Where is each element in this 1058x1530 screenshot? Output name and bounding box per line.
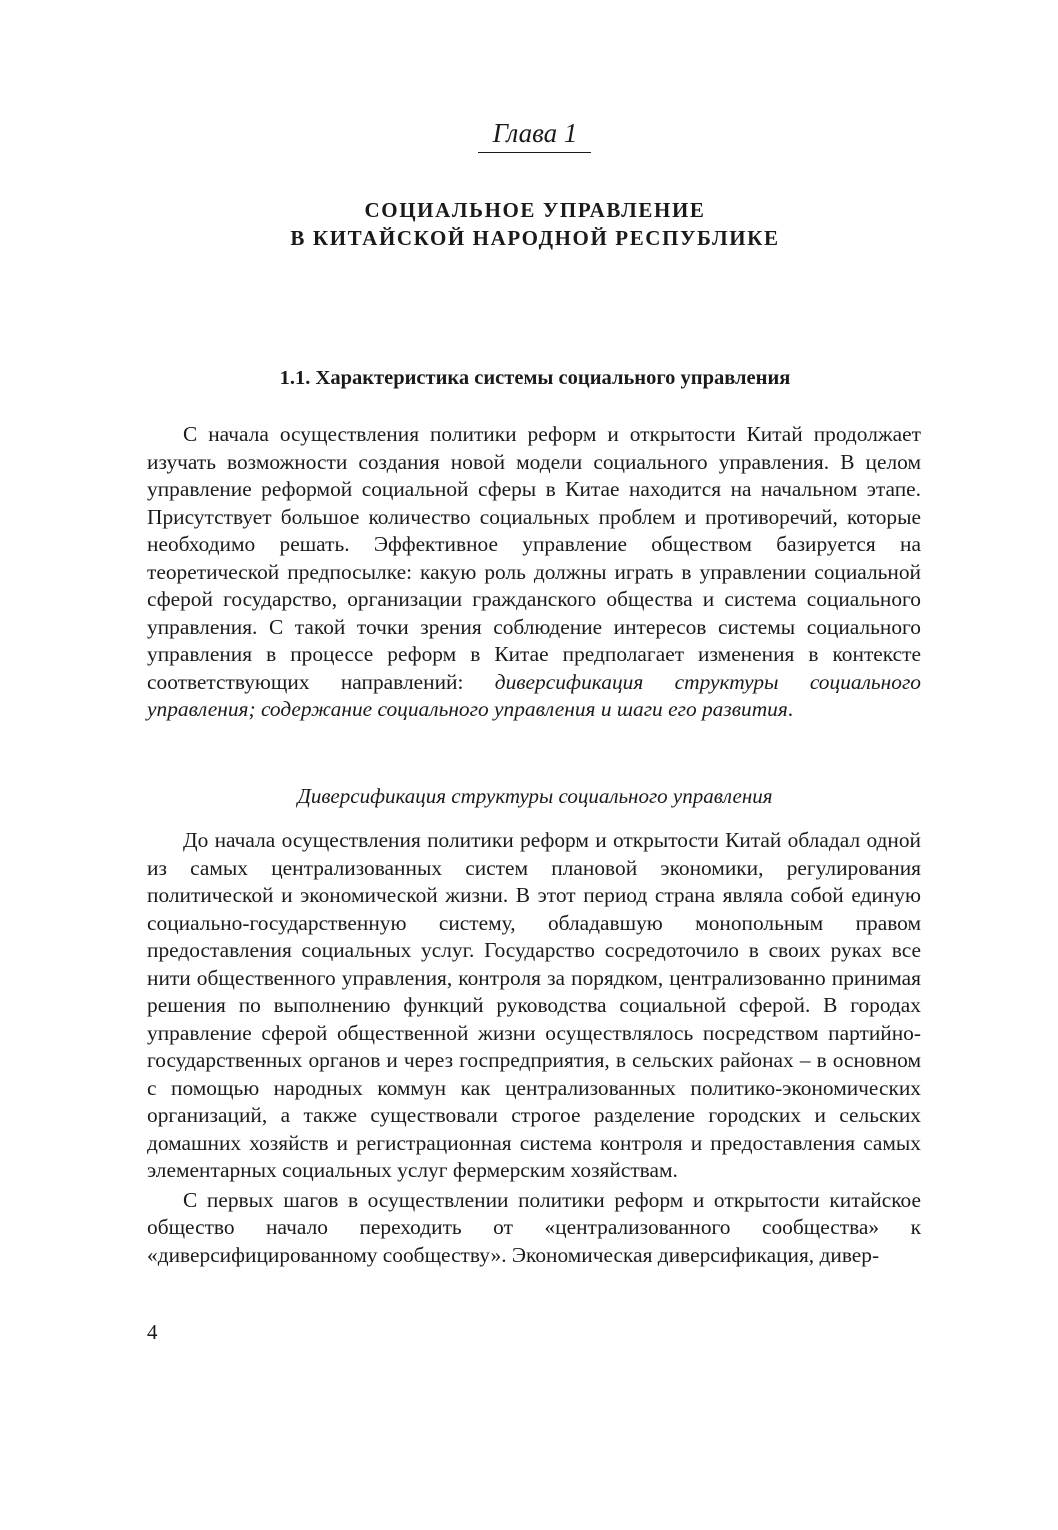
body-paragraph-1: До начала осуществления политики реформ и открытости Китай обладал одной из самых централизованных систем плановой экономики, регулирования политической и экономической жизни. В этот период страна являла собой единую социально-государственную систему, обладавшую монопольным правом предоставления социальных услуг. Государство сосредоточило в своих руках все нити общественного управления, контроля за порядком, централизованно принимая решения по выполнению функций руководства социальной сферой. В городах управление сферой общественной жизни осуществлялось посредством партийно-государственных органов и через госпредприятия, в сельских районах – в основном с помощью народных коммун как централизованных политико-экономических организаций, а также существовали строгое разделение городских и сельских домашних хозяйств и регистрационная система контроля и предоставления самых элементарных социальных услуг фермерским хозяйствам. [147, 828, 921, 1182]
intro-paragraph-text: С начала осуществления политики реформ и открытости Китай продолжает изучать возможности создания новой модели социального управления. В целом управление реформой социальной сферы в Китае находится на начальном этапе. Присутствует большое количество социальных проблем и противоречий, которые необходимо решать. Эффективное управление обществом базируется на теоретической предпосылке: какую роль должны играть в управлении социальной сферой государство, организации гражданского общества и система социального управления. С такой точки зрения соблюдение интересов системы социального управления в процессе реформ в Китае предполагает изменения в контексте соответствующих направлений: [147, 422, 921, 694]
intro-paragraph [147, 421, 921, 724]
chapter-underline [478, 152, 591, 153]
section-title: 1.1. Характеристика системы социального управления [279, 367, 791, 389]
subsection-body [147, 827, 921, 1269]
chapter-label: Глава 1 [492, 118, 578, 148]
chapter-title [0, 196, 1058, 252]
chapter-title-line-1: СОЦИАЛЬНОЕ УПРАВЛЕНИЕ [364, 198, 706, 222]
section-intro [147, 421, 921, 724]
intro-paragraph-italic: диверсификация структуры социального управления; содержание социального управления и шаги его развития [147, 669, 921, 721]
subsection-title: Диверсификация структуры социального управления [297, 784, 773, 808]
body-paragraph-2: С первых шагов в осуществлении политики реформ и открытости китайское общество начало переходить от «централизованного сообщества» к «диверсифицированному сообществу». Экономическая диверсификация, дивер- [147, 1187, 921, 1267]
page-number: 4 [147, 1320, 158, 1344]
intro-paragraph-end: . [787, 697, 794, 721]
chapter-title-line-2: В КИТАЙСКОЙ НАРОДНОЙ РЕСПУБЛИКЕ [290, 226, 780, 250]
